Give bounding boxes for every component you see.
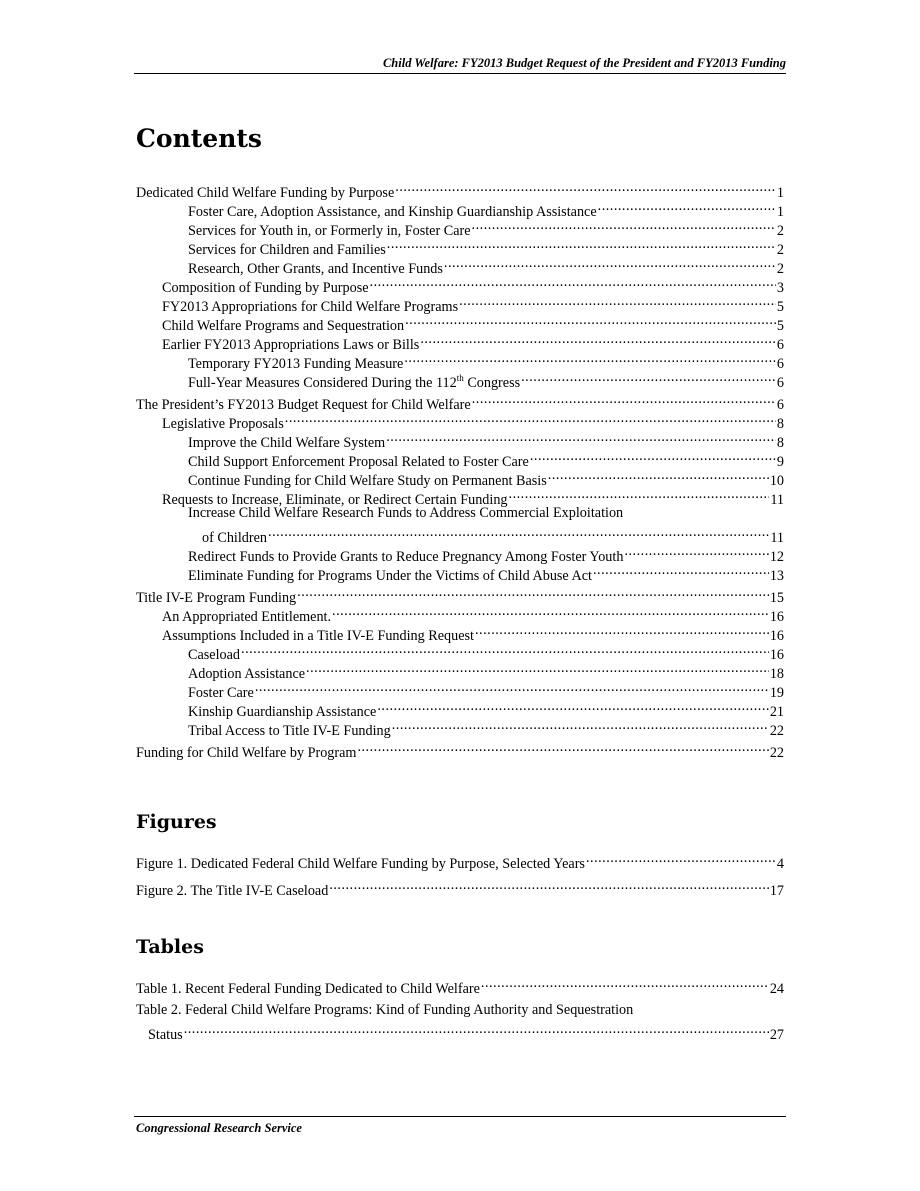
contents-heading: Contents (136, 124, 263, 153)
toc-entry[interactable]: Temporary FY2013 Funding Measure ..... 6 (136, 349, 784, 368)
toc-entry[interactable]: Earlier FY2013 Appropriations Laws or Bills ..... 6 (136, 330, 784, 349)
toc-entry[interactable]: Assumptions Included in a Title IV-E Funding Request ..... 16 (136, 621, 784, 640)
toc-entry[interactable]: The President’s FY2013 Budget Request for Child Welfare ..... 6 (136, 390, 784, 409)
figure-entry[interactable]: Figure 2. The Title IV-E Caseload ..... 17 (136, 876, 784, 895)
toc-entry[interactable]: Requests to Increase, Eliminate, or Redirect Certain Funding ..... 11 (136, 485, 784, 504)
toc-entry[interactable]: Tribal Access to Title IV-E Funding ..... 22 (136, 716, 784, 735)
tables-heading: Tables (136, 936, 204, 958)
contents-list (136, 178, 784, 761)
toc-entry[interactable]: Child Support Enforcement Proposal Related to Foster Care ..... 9 (136, 447, 784, 466)
toc-entry[interactable]: Adoption Assistance ..... 18 (136, 659, 784, 678)
toc-entry[interactable]: Kinship Guardianship Assistance ..... 21 (136, 697, 784, 716)
toc-entry[interactable]: Foster Care, Adoption Assistance, and Kinship Guardianship Assistance ..... 1 (136, 197, 784, 216)
figures-list (136, 849, 784, 899)
toc-entry[interactable]: Continue Funding for Child Welfare Study on Permanent Basis ..... 10 (136, 466, 784, 485)
toc-entry[interactable]: Caseload ..... 16 (136, 640, 784, 659)
toc-entry[interactable]: of Children ..... 11 (136, 523, 784, 542)
toc-entry[interactable]: Funding for Child Welfare by Program ..... 22 (136, 738, 784, 757)
figure-entry[interactable]: Figure 1. Dedicated Federal Child Welfare Funding by Purpose, Selected Years ..... 4 (136, 849, 784, 868)
header-rule (134, 73, 786, 74)
toc-entry-line1[interactable]: Increase Child Welfare Research Funds to Address Commercial Exploitation (188, 505, 624, 521)
toc-entry[interactable]: Research, Other Grants, and Incentive Funds ..... 2 (136, 254, 784, 273)
toc-entry[interactable]: Eliminate Funding for Programs Under the Victims of Child Abuse Act ..... 13 (136, 561, 784, 580)
toc-entry[interactable]: Composition of Funding by Purpose ..... 3 (136, 273, 784, 292)
toc-entry[interactable]: Improve the Child Welfare System ..... 8 (136, 428, 784, 447)
toc-entry[interactable]: Services for Children and Families ..... 2 (136, 235, 784, 254)
toc-entry[interactable]: Dedicated Child Welfare Funding by Purpose ..... 1 (136, 178, 784, 197)
table-entry[interactable]: Table 1. Recent Federal Funding Dedicated to Child Welfare ..... 24 (136, 974, 784, 993)
table-entry[interactable]: Status ..... 27 (136, 1020, 784, 1039)
toc-entry[interactable]: Redirect Funds to Provide Grants to Reduce Pregnancy Among Foster Youth ..... 12 (136, 542, 784, 561)
toc-entry[interactable]: Title IV-E Program Funding ..... 15 (136, 583, 784, 602)
toc-entry[interactable]: Services for Youth in, or Formerly in, Foster Care ..... 2 (136, 216, 784, 235)
toc-entry[interactable]: Legislative Proposals ..... 8 (136, 409, 784, 428)
running-header: Child Welfare: FY2013 Budget Request of the President and FY2013 Funding (382, 56, 786, 70)
figures-heading: Figures (136, 811, 217, 833)
toc-entry[interactable]: Foster Care ..... 19 (136, 678, 784, 697)
toc-entry[interactable]: FY2013 Appropriations for Child Welfare Programs ..... 5 (136, 292, 784, 311)
footer-rule (134, 1116, 786, 1117)
toc-entry[interactable]: Child Welfare Programs and Sequestration ..... 5 (136, 311, 784, 330)
footer-text: Congressional Research Service (136, 1121, 302, 1135)
toc-entry[interactable]: Full-Year Measures Considered During the 112th Congress ..... 6 (136, 368, 784, 387)
tables-list (136, 974, 784, 1043)
table-entry-line1[interactable]: Table 2. Federal Child Welfare Programs: Kind of Funding Authority and Sequestration (136, 1002, 634, 1018)
toc-entry[interactable]: An Appropriated Entitlement. ..... 16 (136, 602, 784, 621)
